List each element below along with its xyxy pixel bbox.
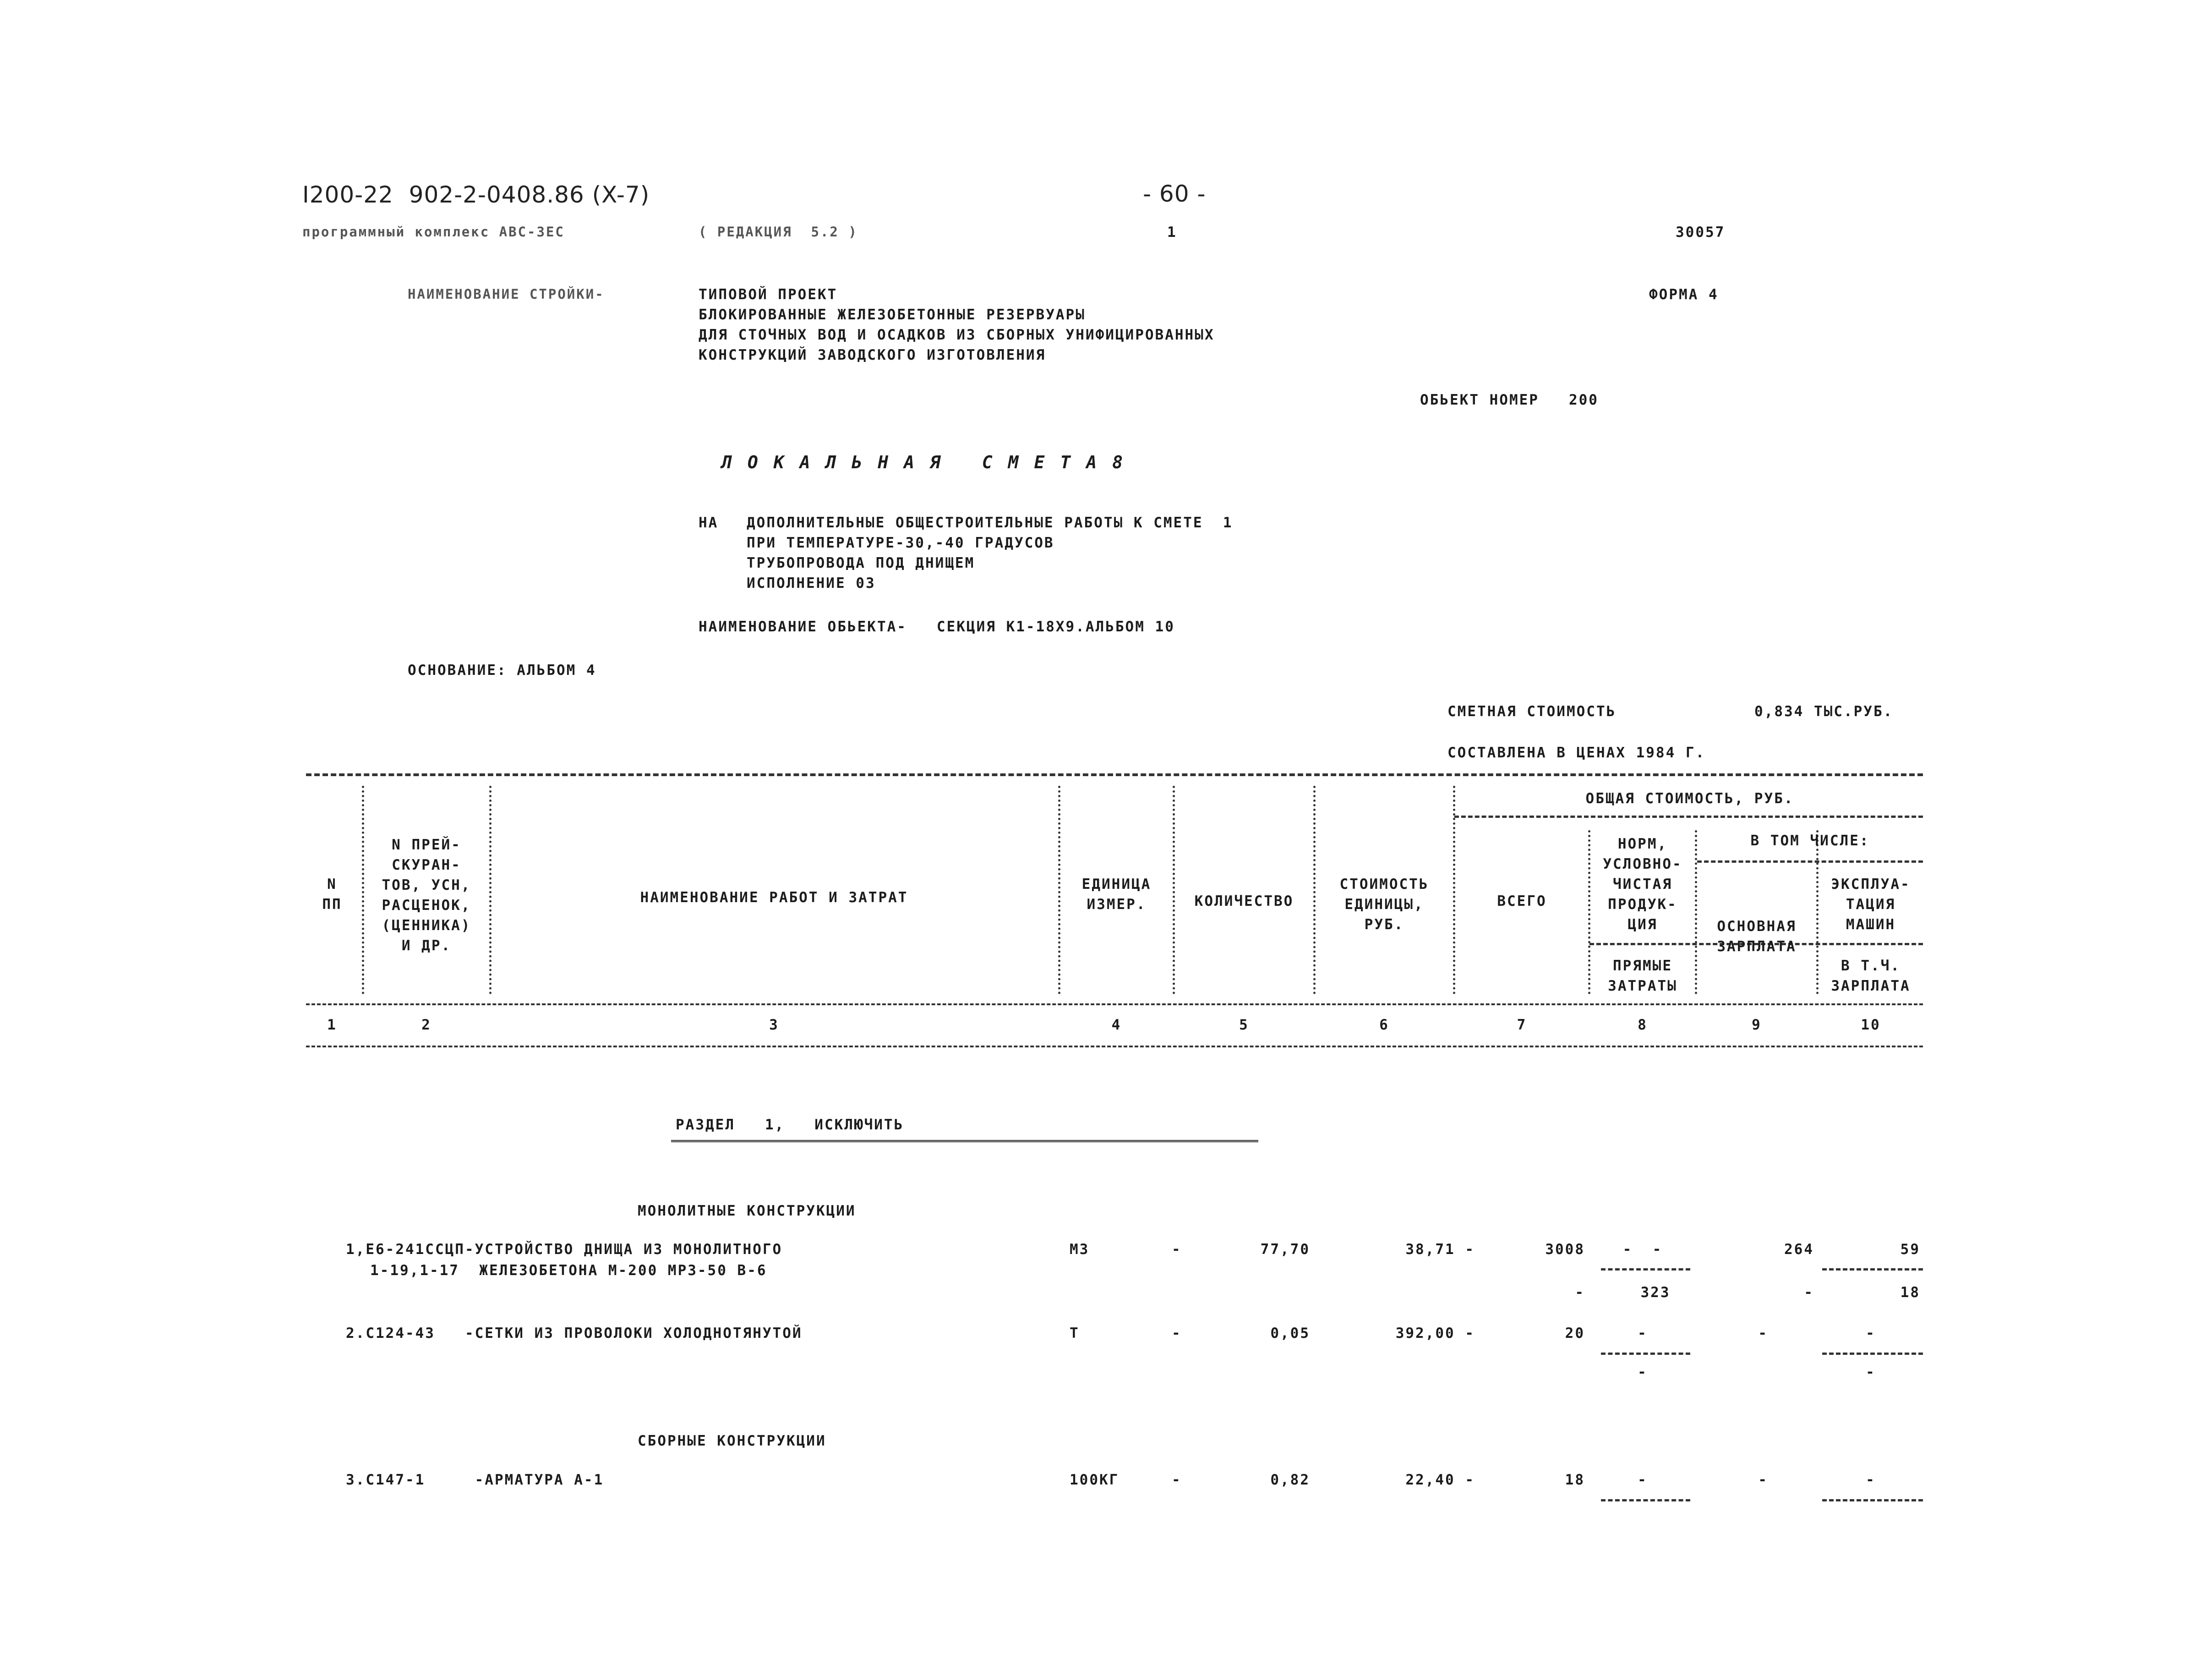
construction-name-line: ДЛЯ СТОЧНЫХ ВОД И ОСАДКОВ ИЗ СБОРНЫХ УНИФИЦИРОВАННЫХ [699, 327, 1215, 343]
col-header-total: ВСЕГО [1497, 893, 1547, 909]
group-title: МОНОЛИТНЫЕ КОНСТРУКЦИИ [638, 1203, 856, 1219]
construction-name-line: ТИПОВОЙ ПРОЕКТ [699, 286, 838, 303]
col-header-number: N ПП [322, 876, 342, 913]
purpose-line: ИСПОЛНЕНИЕ 03 [747, 575, 876, 592]
handwritten-document-code: I200-22 902-2-0408.86 (X-7) [302, 181, 650, 208]
section-title-underline [671, 1140, 1258, 1144]
total-cost-subrule [1454, 816, 1923, 818]
software-complex-line: программный комплекс АВС-ЗЕС [302, 224, 565, 240]
column-divider [1173, 786, 1175, 994]
row-norm: - [1638, 1472, 1648, 1488]
col-header-norm-production: НОРМ, УСЛОВНО- ЧИСТАЯ ПРОДУК- ЦИЯ [1603, 836, 1682, 933]
col-number: 7 [1517, 1017, 1527, 1033]
row-dash: - [1172, 1325, 1182, 1342]
group-title: СБОРНЫЕ КОНСТРУКЦИИ [638, 1433, 826, 1449]
col-header-machine-operation: ЭКСПЛУА- ТАЦИЯ МАШИН [1831, 876, 1911, 933]
row-subrule [1601, 1353, 1690, 1355]
row-total: 18 [1565, 1472, 1585, 1488]
row-direct-costs: - [1638, 1364, 1648, 1380]
row-total: 20 [1565, 1325, 1585, 1342]
purpose-prefix: НА [699, 515, 719, 531]
column-divider [1695, 830, 1697, 994]
row-dash: - [1172, 1472, 1182, 1488]
row-quantity: 0,82 [1270, 1472, 1310, 1488]
construction-name-line: БЛОКИРОВАННЫЕ ЖЕЛЕЗОБЕТОННЫЕ РЕЗЕРВУАРЫ [699, 307, 1086, 323]
col-header-base-salary: ОСНОВНАЯ ЗАРПЛАТА [1717, 918, 1797, 955]
row-machines: - [1866, 1325, 1876, 1342]
row-base-salary: - [1758, 1325, 1768, 1342]
column-divider [362, 786, 364, 994]
document-code: 30057 [1676, 224, 1726, 241]
row-code-line: 1,Е6-241ССЦП-УСТРОЙСТВО ДНИЩА ИЗ МОНОЛИТНОГО [346, 1241, 783, 1258]
construction-name-line: КОНСТРУКЦИЙ ЗАВОДСКОГО ИЗГОТОВЛЕНИЯ [699, 347, 1046, 363]
object-name: НАИМЕНОВАНИЕ ОБЬЕКТА- СЕКЦИЯ К1-18Х9.АЛЬБОМ 10 [699, 619, 1175, 635]
form-label: ФОРМА 4 [1649, 286, 1719, 303]
column-divider [489, 786, 492, 994]
row-unit-price: 22,40 - [1405, 1472, 1475, 1488]
row-total-secondary: - [1575, 1284, 1585, 1301]
header-bottom-rule [306, 1003, 1923, 1005]
col-number: 5 [1239, 1017, 1249, 1033]
row-incl-salary: 18 [1900, 1284, 1920, 1301]
purpose-line: ДОПОЛНИТЕЛЬНЫЕ ОБЩЕСТРОИТЕЛЬНЫЕ РАБОТЫ К СМЕТЕ 1 [747, 515, 1233, 531]
row-subrule [1822, 1353, 1923, 1355]
col-number: 4 [1111, 1017, 1122, 1033]
col-number: 1 [327, 1017, 337, 1033]
row-incl-salary: - [1866, 1364, 1876, 1380]
col-header-unit-cost: СТОИМОСТЬ ЕДИНИЦЫ, РУБ. [1339, 876, 1429, 933]
col-header-in-that: В ТОМ ЧИСЛЕ: [1750, 832, 1870, 849]
page-number: - 60 - [1143, 181, 1206, 207]
object-number: ОБЬЕКТ НОМЕР 200 [1420, 392, 1599, 408]
row-unit-price: 38,71 - [1405, 1241, 1475, 1258]
col-header-direct-costs: ПРЯМЫЕ ЗАТРАТЫ [1608, 958, 1677, 994]
row-base-salary: - [1758, 1472, 1768, 1488]
col-header-price-ref: N ПРЕЙ- СКУРАН- ТОВ, УСН, РАСЦЕНОК, (ЦЕННИКА) И ДР. [382, 837, 471, 954]
estimated-cost-label: СМЕТНАЯ СТОИМОСТЬ [1447, 703, 1617, 720]
price-basis: СОСТАВЛЕНА В ЦЕНАХ 1984 Г. [1447, 745, 1706, 761]
col-number: 8 [1638, 1017, 1648, 1033]
row-subrule [1822, 1499, 1923, 1501]
estimated-cost-value: 0,834 ТЫС.РУБ. [1754, 703, 1894, 720]
row-subrule [1601, 1268, 1690, 1271]
col-number: 9 [1752, 1017, 1762, 1033]
col-header-total-cost: ОБЩАЯ СТОИМОСТЬ, РУБ. [1585, 790, 1794, 807]
row-code-line: 3.С147-1 -АРМАТУРА А-1 [346, 1472, 604, 1488]
row-subrule [1601, 1499, 1690, 1501]
row-salary-secondary: - [1804, 1284, 1814, 1301]
row-total: 3008 [1545, 1241, 1585, 1258]
row-quantity: 77,70 [1260, 1241, 1310, 1258]
col-number: 6 [1379, 1017, 1389, 1033]
col-header-quantity: КОЛИЧЕСТВО [1194, 893, 1294, 909]
sheet-number: 1 [1167, 224, 1177, 241]
col-number: 3 [769, 1017, 779, 1033]
row-quantity: 0,05 [1270, 1325, 1310, 1342]
col-header-work-name: НАИМЕНОВАНИЕ РАБОТ И ЗАТРАТ [640, 889, 908, 906]
in-that-subrule [1697, 860, 1923, 863]
document-title: ЛОКАЛЬНАЯ СМЕТА8 [721, 452, 1139, 472]
table-top-rule [306, 773, 1923, 776]
purpose-line: ТРУБОПРОВОДА ПОД ДНИЩЕМ [747, 555, 975, 571]
row-unit: М3 [1070, 1241, 1090, 1258]
basis-line: ОСНОВАНИЕ: АЛЬБОМ 4 [408, 662, 596, 679]
row-base-salary: 264 [1784, 1241, 1814, 1258]
numbers-bottom-rule [306, 1046, 1923, 1047]
purpose-line: ПРИ ТЕМПЕРАТУРЕ-30,-40 ГРАДУСОВ [747, 535, 1054, 551]
edition-label: ( РЕДАКЦИЯ 5.2 ) [699, 224, 858, 240]
row-unit: Т [1070, 1325, 1080, 1342]
row-norm: - - [1622, 1241, 1663, 1258]
row-machines: - [1866, 1472, 1876, 1488]
row-code-line: 1-19,1-17 ЖЕЛЕЗОБЕТОНА М-200 МРЗ-50 В-6 [370, 1262, 767, 1279]
col-header-incl-salary: В Т.Ч. ЗАРПЛАТА [1831, 958, 1911, 994]
construction-name-label: НАИМЕНОВАНИЕ СТРОЙКИ- [408, 286, 605, 302]
row-direct-costs: 323 [1640, 1284, 1671, 1301]
row-unit-price: 392,00 - [1395, 1325, 1475, 1342]
section-title: РАЗДЕЛ 1, ИСКЛЮЧИТЬ [676, 1117, 904, 1133]
row-norm: - [1638, 1325, 1648, 1342]
row-code-line: 2.С124-43 -СЕТКИ ИЗ ПРОВОЛОКИ ХОЛОДНОТЯНУТОЙ [346, 1325, 803, 1342]
col-number: 2 [421, 1017, 431, 1033]
row-dash: - [1172, 1241, 1182, 1258]
row-subrule [1822, 1268, 1923, 1271]
col-header-unit: ЕДИНИЦА ИЗМЕР. [1081, 876, 1152, 913]
col-number: 10 [1861, 1017, 1881, 1033]
row-unit: 100КГ [1070, 1472, 1120, 1488]
row-machines: 59 [1900, 1241, 1920, 1258]
